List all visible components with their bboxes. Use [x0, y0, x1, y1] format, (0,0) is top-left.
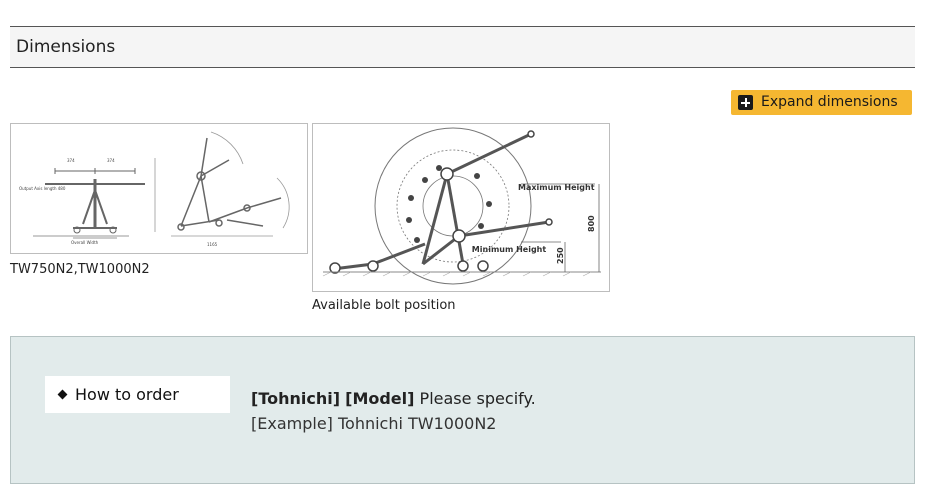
diamond-bullet-icon	[58, 390, 68, 400]
how-to-order-label: How to order	[75, 385, 179, 404]
plus-square-icon	[738, 95, 753, 110]
figure-caption-bolt-position: Available bolt position	[312, 298, 456, 313]
how-to-order-panel	[10, 336, 915, 484]
dim-1165: 1165	[207, 242, 218, 247]
overall-width-label: Overall Width	[71, 240, 99, 245]
model-tag: [Model]	[345, 389, 415, 408]
expand-dimensions-button[interactable]	[731, 90, 912, 115]
dim-250: 250	[556, 247, 565, 264]
figure-caption-models: TW750N2,TW1000N2	[10, 262, 150, 277]
section-title: Dimensions	[16, 37, 116, 57]
expand-dimensions-label: Expand dimensions	[761, 94, 898, 110]
how-to-order-label-box	[45, 376, 230, 413]
order-instruction	[251, 389, 536, 408]
bolt-position-drawing[interactable]	[312, 123, 610, 292]
instruction-text: Please specify.	[419, 389, 536, 408]
minimum-height-label: Minimum Height	[471, 245, 547, 254]
order-example: [Example] Tohnichi TW1000N2	[251, 414, 497, 433]
dim-800: 800	[587, 215, 596, 232]
dim-374b: 374	[107, 158, 115, 163]
section-header	[10, 26, 915, 68]
brand-tag: [Tohnichi]	[251, 389, 341, 408]
dimension-drawing-tw750n2-tw1000n2[interactable]	[10, 123, 308, 254]
bolt-position-svg	[313, 124, 610, 292]
output-axis-label: Output Axis length 480	[19, 186, 66, 191]
maximum-height-label: Maximum Height	[518, 183, 595, 192]
dimension-drawing-svg	[11, 124, 308, 254]
dim-374a: 374	[67, 158, 75, 163]
